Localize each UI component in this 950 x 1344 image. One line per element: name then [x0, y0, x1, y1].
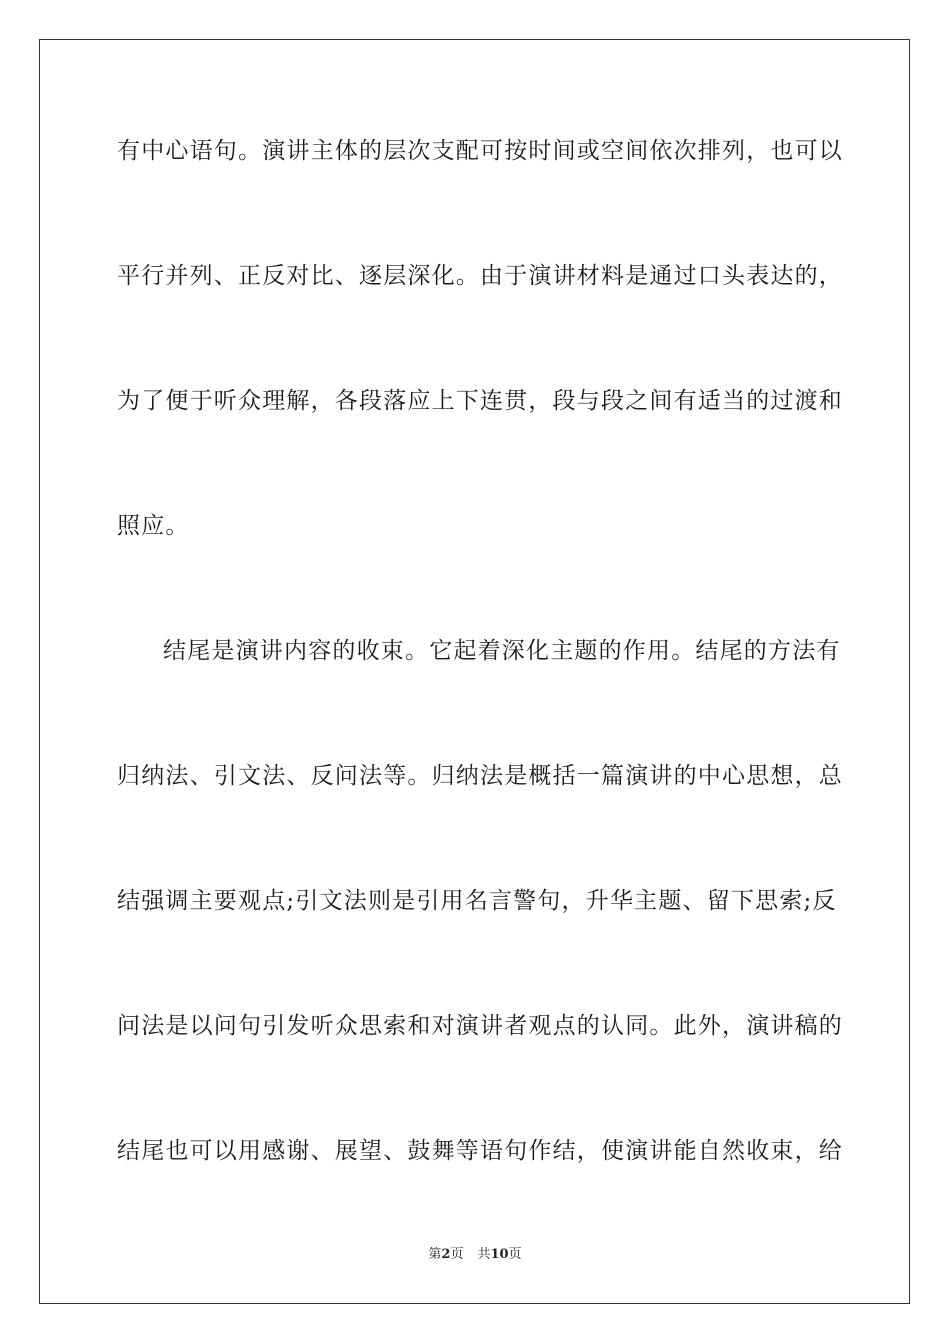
text-line-7: 结强调主要观点;引文法则是引用名言警句，升华主题、留下思索;反: [117, 888, 837, 914]
text-line-4: 照应。: [117, 513, 190, 539]
text-line-1: 有中心语句。演讲主体的层次支配可按时间或空间依次排列，也可以: [117, 138, 843, 164]
text-line-8: 问法是以问句引发听众思索和对演讲者观点的认同。此外，演讲稿的: [117, 1013, 843, 1039]
page-footer: [0, 1246, 950, 1264]
text-line-9: 结尾也可以用感谢、展望、鼓舞等语句作结，使演讲能自然收束，给: [117, 1138, 843, 1164]
total-suffix: 页: [508, 1247, 522, 1262]
total-prefix: 共: [477, 1247, 491, 1262]
page-number: 2: [441, 1247, 451, 1262]
page-prefix: 第: [428, 1247, 442, 1262]
text-line-6: 归纳法、引文法、反问法等。归纳法是概括一篇演讲的中心思想，总: [117, 763, 843, 789]
page-suffix: 页: [450, 1247, 464, 1262]
page-border: [39, 39, 910, 1304]
text-line-2: 平行并列、正反对比、逐层深化。由于演讲材料是通过口头表达的，: [117, 263, 843, 289]
text-line-5-paragraph-start: 结尾是演讲内容的收束。它起着深化主题的作用。结尾的方法有: [163, 638, 841, 664]
text-line-3: 为了便于听众理解，各段落应上下连贯，段与段之间有适当的过渡和: [117, 388, 843, 414]
total-pages: 10: [490, 1247, 509, 1262]
